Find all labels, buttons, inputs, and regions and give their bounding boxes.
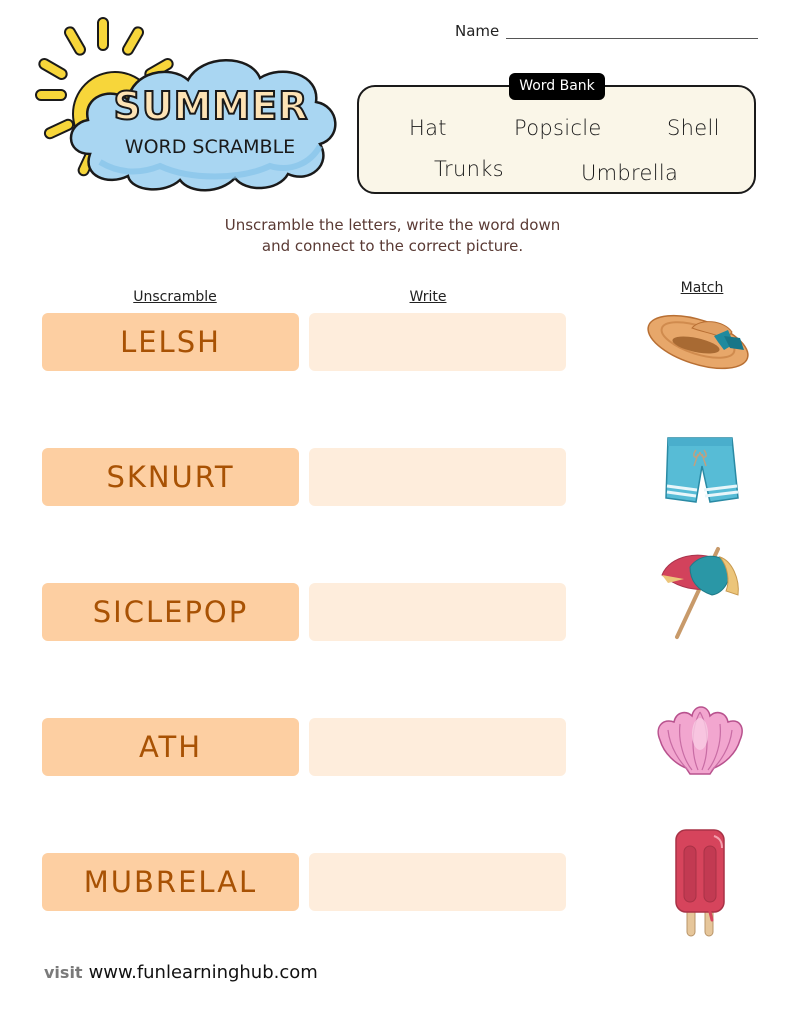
shell-icon (640, 690, 760, 790)
answer-field[interactable] (309, 448, 566, 506)
instructions-line-1: Unscramble the letters, write the word down (224, 216, 561, 234)
summer-logo (20, 14, 350, 194)
word-bank-word: Shell (667, 116, 720, 140)
instructions-line-2: and connect to the correct picture. (261, 237, 524, 255)
visit-label: visit (44, 963, 83, 982)
scrambled-word: LELSH (42, 313, 299, 371)
match-picture-trunks[interactable] (640, 430, 760, 530)
match-picture-shell[interactable] (640, 690, 760, 790)
word-bank-word: Popsicle (514, 116, 602, 140)
answer-field[interactable] (309, 583, 566, 641)
match-picture-popsicle[interactable] (640, 828, 760, 940)
umbrella-icon (640, 545, 760, 645)
website-link[interactable]: www.funlearninghub.com (88, 962, 318, 983)
title-summer: SUMMER (113, 84, 309, 128)
word-bank-label: Word Bank (509, 73, 605, 100)
column-header-write: Write (409, 289, 447, 305)
column-header-match: Match (680, 280, 724, 296)
name-field[interactable] (506, 38, 758, 39)
match-picture-umbrella[interactable] (640, 545, 760, 645)
word-bank-word: Hat (409, 116, 447, 140)
scrambled-word: MUBRELAL (42, 853, 299, 911)
scrambled-word: ATH (42, 718, 299, 776)
instructions (180, 215, 605, 257)
footer (44, 962, 318, 983)
answer-field[interactable] (309, 313, 566, 371)
answer-field[interactable] (309, 853, 566, 911)
trunks-icon (640, 430, 760, 530)
match-picture-hat[interactable] (640, 300, 760, 400)
hat-icon (640, 300, 760, 400)
word-bank-word: Umbrella (581, 161, 679, 185)
answer-field[interactable] (309, 718, 566, 776)
name-label: Name (455, 22, 500, 40)
word-bank-word: Trunks (434, 157, 504, 181)
title-word-scramble: WORD SCRAMBLE (124, 136, 296, 158)
popsicle-icon (640, 828, 760, 940)
scrambled-word: SICLEPOP (42, 583, 299, 641)
column-header-unscramble: Unscramble (133, 289, 217, 305)
scrambled-word: SKNURT (42, 448, 299, 506)
